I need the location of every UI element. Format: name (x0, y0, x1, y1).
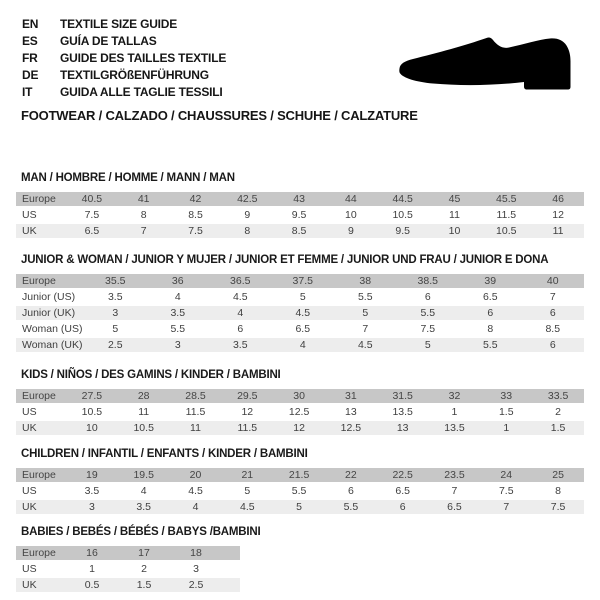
row-label-cell: UK (16, 578, 66, 592)
size-value-cell: 1.5 (480, 405, 532, 419)
size-value-cell: 7.5 (480, 484, 532, 498)
size-table-kids (16, 387, 584, 437)
size-value-cell: 46 (532, 192, 584, 206)
size-sections (16, 172, 584, 594)
size-value-cell: 31.5 (377, 389, 429, 403)
size-section-man (16, 172, 584, 240)
size-value-cell: 17 (118, 546, 170, 560)
size-value-cell: 3 (66, 500, 118, 514)
language-code: ES (22, 33, 38, 48)
size-value-cell: 30 (273, 389, 325, 403)
size-value-cell: 7 (522, 290, 585, 304)
size-table-junior-woman (16, 272, 584, 354)
size-value-cell: 6 (377, 500, 429, 514)
size-value-cell: 3.5 (84, 290, 147, 304)
row-label-cell: Woman (US) (16, 322, 84, 336)
category-title: FOOTWEAR / CALZADO / CHAUSSURES / SCHUHE / CALZATURE (21, 108, 418, 123)
size-value-cell: 33 (480, 389, 532, 403)
size-value-cell: 5.5 (459, 338, 522, 352)
size-value-cell: 36.5 (209, 274, 272, 288)
size-value-cell: 10.5 (66, 405, 118, 419)
shoe-icon (399, 36, 573, 92)
section-title-junior-woman: JUNIOR & WOMAN / JUNIOR Y MUJER / JUNIOR ET FEMME / JUNIOR UND FRAU / JUNIOR E DONA (21, 254, 549, 266)
size-value-cell: 5.5 (397, 306, 460, 320)
size-value-cell: 4 (118, 484, 170, 498)
size-value-cell: 7 (118, 224, 170, 238)
row-label-cell: Europe (16, 274, 84, 288)
size-value-cell: 4.5 (170, 484, 222, 498)
size-value-cell: 3.5 (118, 500, 170, 514)
size-section-babies (16, 526, 584, 594)
spacer-cell (222, 562, 240, 576)
row-label-cell: US (16, 562, 66, 576)
size-value-cell: 40 (522, 274, 585, 288)
size-value-cell: 43 (273, 192, 325, 206)
size-value-cell: 5.5 (273, 484, 325, 498)
size-value-cell: 3.5 (209, 338, 272, 352)
size-value-cell: 5 (397, 338, 460, 352)
size-value-cell: 10 (325, 208, 377, 222)
size-value-cell: 1 (480, 421, 532, 435)
size-value-cell: 6 (209, 322, 272, 336)
table-row (16, 208, 584, 222)
table-row (16, 290, 584, 304)
table-row (16, 322, 584, 336)
row-label-cell: UK (16, 224, 66, 238)
size-value-cell: 8.5 (170, 208, 222, 222)
size-value-cell: 4.5 (334, 338, 397, 352)
row-label-cell: Junior (UK) (16, 306, 84, 320)
size-value-cell: 33.5 (532, 389, 584, 403)
size-table-babies (16, 544, 240, 594)
size-value-cell: 4 (147, 290, 210, 304)
size-value-cell: 11 (170, 421, 222, 435)
size-value-cell: 6 (459, 306, 522, 320)
size-value-cell: 24 (480, 468, 532, 482)
size-value-cell: 11.5 (480, 208, 532, 222)
size-value-cell: 5 (273, 500, 325, 514)
size-value-cell: 25 (532, 468, 584, 482)
row-label-cell: UK (16, 500, 66, 514)
size-value-cell: 38 (334, 274, 397, 288)
guide-title-fr: GUIDE DES TAILLES TEXTILE (60, 50, 227, 65)
size-value-cell: 8 (221, 224, 273, 238)
guide-title-it: GUIDA ALLE TAGLIE TESSILI (60, 84, 223, 99)
section-title-babies: BABIES / BEBÉS / BÉBÉS / BABYS /BAMBINI (21, 526, 261, 538)
size-value-cell: 2 (532, 405, 584, 419)
size-value-cell: 1 (429, 405, 481, 419)
table-row (16, 338, 584, 352)
size-value-cell: 8.5 (273, 224, 325, 238)
size-value-cell: 5 (84, 322, 147, 336)
section-title-man: MAN / HOMBRE / HOMME / MANN / MAN (21, 172, 235, 184)
size-value-cell: 22 (325, 468, 377, 482)
size-value-cell: 4 (170, 500, 222, 514)
table-row (16, 468, 584, 482)
size-section-children (16, 448, 584, 516)
size-value-cell: 2.5 (170, 578, 222, 592)
size-value-cell: 12 (273, 421, 325, 435)
table-row (16, 224, 584, 238)
size-value-cell: 12.5 (325, 421, 377, 435)
size-value-cell: 11.5 (170, 405, 222, 419)
size-value-cell: 7 (429, 484, 481, 498)
size-value-cell: 8.5 (522, 322, 585, 336)
size-value-cell: 44.5 (377, 192, 429, 206)
row-label-cell: Woman (UK) (16, 338, 84, 352)
size-value-cell: 8 (118, 208, 170, 222)
size-value-cell: 10.5 (118, 421, 170, 435)
size-value-cell: 3 (147, 338, 210, 352)
table-row (16, 562, 240, 576)
size-value-cell: 1.5 (532, 421, 584, 435)
language-code: IT (22, 84, 33, 99)
size-value-cell: 4.5 (221, 500, 273, 514)
language-title-list (22, 15, 226, 100)
language-line-it (22, 83, 226, 100)
size-value-cell: 45.5 (480, 192, 532, 206)
size-value-cell: 10.5 (377, 208, 429, 222)
language-code: EN (22, 16, 39, 31)
table-row (16, 389, 584, 403)
language-line-de (22, 66, 226, 83)
size-value-cell: 12.5 (273, 405, 325, 419)
size-value-cell: 13 (325, 405, 377, 419)
size-table-children (16, 466, 584, 516)
size-value-cell: 10 (429, 224, 481, 238)
size-section-junior-woman (16, 254, 584, 354)
size-value-cell: 4.5 (209, 290, 272, 304)
size-value-cell: 6.5 (377, 484, 429, 498)
guide-title-de: TEXTILGRÖßENFÜHRUNG (60, 67, 209, 82)
table-row (16, 274, 584, 288)
size-value-cell: 13 (377, 421, 429, 435)
size-value-cell: 2.5 (84, 338, 147, 352)
size-value-cell: 18 (170, 546, 222, 560)
size-value-cell: 13.5 (377, 405, 429, 419)
size-value-cell: 6.5 (272, 322, 335, 336)
size-value-cell: 6.5 (429, 500, 481, 514)
size-value-cell: 21 (221, 468, 273, 482)
size-value-cell: 8 (459, 322, 522, 336)
table-row (16, 192, 584, 206)
size-value-cell: 5.5 (325, 500, 377, 514)
size-value-cell: 5 (221, 484, 273, 498)
size-value-cell: 7.5 (532, 500, 584, 514)
table-row (16, 546, 240, 560)
spacer-cell (222, 578, 240, 592)
size-value-cell: 5 (334, 306, 397, 320)
size-value-cell: 6 (522, 338, 585, 352)
size-value-cell: 28.5 (170, 389, 222, 403)
size-value-cell: 10.5 (480, 224, 532, 238)
size-value-cell: 36 (147, 274, 210, 288)
size-value-cell: 19.5 (118, 468, 170, 482)
size-value-cell: 6 (522, 306, 585, 320)
size-value-cell: 29.5 (221, 389, 273, 403)
size-value-cell: 3.5 (147, 306, 210, 320)
size-value-cell: 3 (170, 562, 222, 576)
table-row (16, 500, 584, 514)
size-value-cell: 7.5 (66, 208, 118, 222)
size-value-cell: 0.5 (66, 578, 118, 592)
size-value-cell: 42.5 (221, 192, 273, 206)
size-value-cell: 37.5 (272, 274, 335, 288)
row-label-cell: UK (16, 421, 66, 435)
language-line-en (22, 15, 226, 32)
size-value-cell: 4 (209, 306, 272, 320)
size-value-cell: 35.5 (84, 274, 147, 288)
size-value-cell: 3 (84, 306, 147, 320)
size-value-cell: 40.5 (66, 192, 118, 206)
size-value-cell: 3.5 (66, 484, 118, 498)
size-section-kids (16, 369, 584, 437)
size-value-cell: 9.5 (377, 224, 429, 238)
size-value-cell: 1 (66, 562, 118, 576)
table-row (16, 306, 584, 320)
spacer-cell (222, 546, 240, 560)
size-value-cell: 41 (118, 192, 170, 206)
table-row (16, 405, 584, 419)
size-table-man (16, 190, 584, 240)
size-value-cell: 11 (532, 224, 584, 238)
table-row (16, 484, 584, 498)
row-label-cell: Europe (16, 192, 66, 206)
size-value-cell: 20 (170, 468, 222, 482)
size-value-cell: 44 (325, 192, 377, 206)
size-value-cell: 6.5 (66, 224, 118, 238)
row-label-cell: Europe (16, 546, 66, 560)
table-row (16, 578, 240, 592)
size-value-cell: 5.5 (334, 290, 397, 304)
size-value-cell: 13.5 (429, 421, 481, 435)
size-value-cell: 5 (272, 290, 335, 304)
guide-title-es: GUÍA DE TALLAS (60, 33, 157, 48)
row-label-cell: US (16, 484, 66, 498)
size-value-cell: 22.5 (377, 468, 429, 482)
row-label-cell: Europe (16, 389, 66, 403)
language-code: FR (22, 50, 38, 65)
size-value-cell: 1.5 (118, 578, 170, 592)
size-value-cell: 42 (170, 192, 222, 206)
size-value-cell: 16 (66, 546, 118, 560)
size-value-cell: 23.5 (429, 468, 481, 482)
size-value-cell: 2 (118, 562, 170, 576)
size-value-cell: 12 (532, 208, 584, 222)
size-value-cell: 8 (532, 484, 584, 498)
size-value-cell: 6 (325, 484, 377, 498)
size-value-cell: 5.5 (147, 322, 210, 336)
size-value-cell: 12 (221, 405, 273, 419)
size-value-cell: 7.5 (397, 322, 460, 336)
size-value-cell: 7 (334, 322, 397, 336)
size-value-cell: 4.5 (272, 306, 335, 320)
language-line-es (22, 32, 226, 49)
size-value-cell: 9 (325, 224, 377, 238)
row-label-cell: Europe (16, 468, 66, 482)
section-title-kids: KIDS / NIÑOS / DES GAMINS / KINDER / BAMBINI (21, 369, 281, 381)
size-value-cell: 21.5 (273, 468, 325, 482)
size-value-cell: 11 (118, 405, 170, 419)
row-label-cell: US (16, 208, 66, 222)
size-value-cell: 32 (429, 389, 481, 403)
language-code: DE (22, 67, 39, 82)
size-value-cell: 31 (325, 389, 377, 403)
row-label-cell: US (16, 405, 66, 419)
size-value-cell: 11.5 (221, 421, 273, 435)
size-value-cell: 6 (397, 290, 460, 304)
language-line-fr (22, 49, 226, 66)
size-value-cell: 28 (118, 389, 170, 403)
size-value-cell: 9 (221, 208, 273, 222)
row-label-cell: Junior (US) (16, 290, 84, 304)
size-value-cell: 7.5 (170, 224, 222, 238)
size-value-cell: 27.5 (66, 389, 118, 403)
size-value-cell: 9.5 (273, 208, 325, 222)
size-value-cell: 38.5 (397, 274, 460, 288)
size-value-cell: 19 (66, 468, 118, 482)
section-title-children: CHILDREN / INFANTIL / ENFANTS / KINDER / BAMBINI (21, 448, 308, 460)
guide-title-en: TEXTILE SIZE GUIDE (60, 16, 178, 31)
size-value-cell: 7 (480, 500, 532, 514)
size-value-cell: 11 (429, 208, 481, 222)
size-value-cell: 6.5 (459, 290, 522, 304)
size-value-cell: 10 (66, 421, 118, 435)
size-value-cell: 45 (429, 192, 481, 206)
table-row (16, 421, 584, 435)
size-value-cell: 39 (459, 274, 522, 288)
size-value-cell: 4 (272, 338, 335, 352)
